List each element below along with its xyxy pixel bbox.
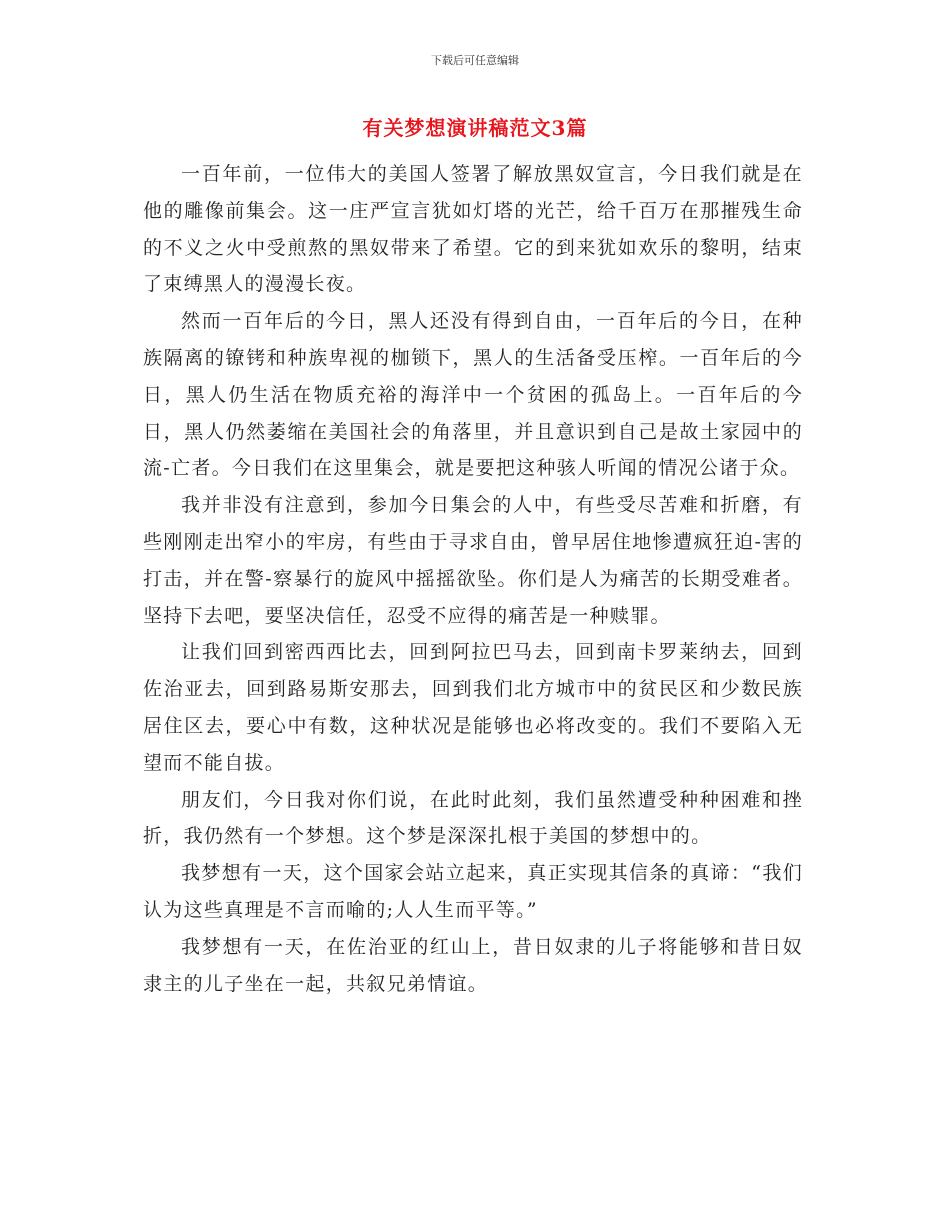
paragraph-1: 一百年前，一位伟大的美国人签署了解放黑奴宣言，今日我们就是在他的雕像前集会。这一庄严宣言犹如灯塔的光芒，给千百万在那摧残生命的不义之火中受煎熬的黑奴带来了希望。它的到来犹如欢乐的黎明，结束了束缚黑人的漫漫长夜。 — [143, 163, 803, 296]
paragraph-3: 我并非没有注意到，参加今日集会的人中，有些受尽苦难和折磨，有些刚刚走出窄小的牢房，有些由于寻求自由，曾早居住地惨遭疯狂迫-害的打击，并在警-察暴行的旋风中摇摇欲坠。你们是人为痛苦的长期受难者。坚持下去吧，要坚决信任，忍受不应得的痛苦是一种赎罪。 — [143, 494, 803, 627]
paragraph-2: 然而一百年后的今日，黑人还没有得到自由，一百年后的今日，在种族隔离的镣铐和种族卑视的枷锁下，黑人的生活备受压榨。一百年后的今日，黑人仍生活在物质充裕的海洋中一个贫困的孤岛上。一百年后的今日，黑人仍然萎缩在美国社会的角落里，并且意识到自己是故土家园中的流-亡者。今日我们在这里集会，就是要把这种骇人听闻的情况公诸于众。 — [143, 310, 803, 480]
paragraph-5: 朋友们，今日我对你们说，在此时此刻，我们虽然遭受种种困难和挫折，我仍然有一个梦想。这个梦是深深扎根于美国的梦想中的。 — [143, 788, 803, 848]
paragraph-4: 让我们回到密西西比去，回到阿拉巴马去，回到南卡罗莱纳去，回到佐治亚去，回到路易斯安那去，回到我们北方城市中的贫民区和少数民族居住区去，要心中有数，这种状况是能够也必将改变的。我们不要陷入无望而不能自拔。 — [143, 641, 803, 774]
document-body — [143, 156, 803, 1002]
paragraph-7: 我梦想有一天，在佐治亚的红山上，昔日奴隶的儿子将能够和昔日奴隶主的儿子坐在一起，共叙兄弟情谊。 — [143, 935, 803, 995]
paragraph-6: 我梦想有一天，这个国家会站立起来，真正实现其信条的真谛：“我们认为这些真理是不言而喻的;人人生而平等。” — [143, 862, 803, 921]
page-header-note: 下载后可任意编辑 — [431, 54, 519, 67]
document-title: 有关梦想演讲稿范文3篇 — [362, 116, 588, 140]
